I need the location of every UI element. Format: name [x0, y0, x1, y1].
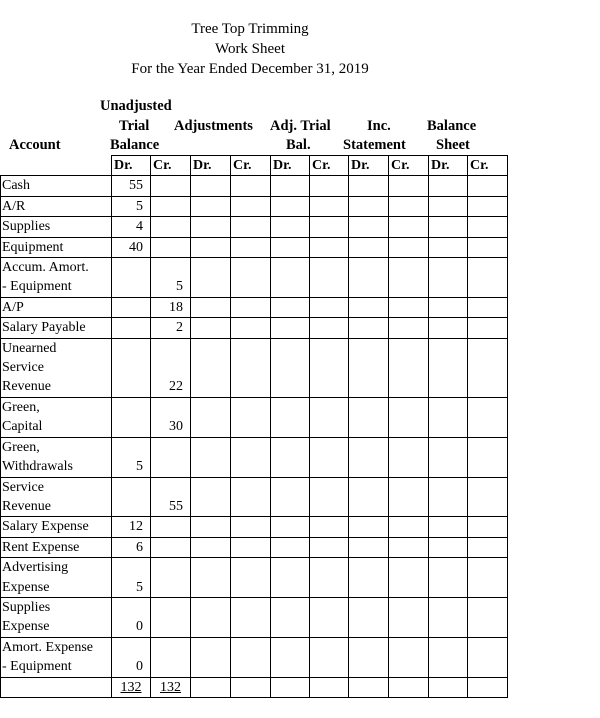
table-row	[1, 397, 508, 437]
empty-cell	[389, 217, 429, 237]
empty-cell	[310, 517, 349, 537]
totals-label-cell	[1, 677, 112, 697]
empty-cell	[231, 517, 271, 537]
empty-cell	[468, 558, 508, 598]
empty-cell	[349, 517, 389, 537]
empty-cell	[349, 176, 389, 196]
table-row	[1, 318, 508, 338]
unadjusted-cr	[151, 176, 191, 196]
account-name: Service Revenue	[1, 477, 112, 517]
empty-cell	[389, 677, 429, 697]
empty-cell	[349, 597, 389, 637]
unadjusted-dr: 5	[112, 196, 151, 216]
empty-cell	[310, 477, 349, 517]
header-inc-2: Statement	[343, 137, 406, 153]
table-row	[1, 297, 508, 317]
empty-cell	[349, 637, 389, 677]
unadjusted-cr: 2	[151, 318, 191, 338]
unadjusted-cr	[151, 437, 191, 477]
empty-cell	[468, 258, 508, 298]
empty-cell	[271, 217, 310, 237]
table-row	[1, 196, 508, 216]
empty-cell	[191, 597, 231, 637]
empty-cell	[349, 558, 389, 598]
empty-cell	[191, 677, 231, 697]
empty-cell	[389, 176, 429, 196]
empty-cell	[191, 237, 231, 257]
empty-cell	[310, 397, 349, 437]
empty-cell	[429, 397, 468, 437]
empty-cell	[349, 297, 389, 317]
empty-cell	[389, 397, 429, 437]
header-balance-1: Balance	[427, 118, 477, 134]
header-cr: Cr.	[389, 156, 429, 176]
empty-cell	[349, 196, 389, 216]
empty-cell	[231, 176, 271, 196]
empty-cell	[349, 477, 389, 517]
empty-cell	[429, 237, 468, 257]
empty-cell	[231, 196, 271, 216]
table-row	[1, 477, 508, 517]
unadjusted-cr	[151, 597, 191, 637]
table-row	[1, 597, 508, 637]
account-name: Green, Capital	[1, 397, 112, 437]
empty-cell	[468, 297, 508, 317]
unadjusted-dr	[112, 318, 151, 338]
empty-cell	[429, 637, 468, 677]
empty-cell	[389, 517, 429, 537]
empty-cell	[231, 537, 271, 557]
empty-cell	[271, 397, 310, 437]
empty-cell	[271, 318, 310, 338]
account-name: Supplies	[1, 217, 112, 237]
empty-cell	[191, 318, 231, 338]
empty-cell	[310, 217, 349, 237]
unadjusted-dr: 5	[112, 437, 151, 477]
empty-cell	[349, 217, 389, 237]
unadjusted-dr: 5	[112, 558, 151, 598]
unadjusted-dr: 55	[112, 176, 151, 196]
header-inc-1: Inc.	[367, 118, 391, 134]
empty-cell	[389, 558, 429, 598]
unadjusted-dr: 12	[112, 517, 151, 537]
empty-cell	[349, 537, 389, 557]
empty-cell	[310, 637, 349, 677]
empty-cell	[389, 597, 429, 637]
empty-cell	[191, 338, 231, 397]
header-adjustments: Adjustments	[174, 118, 253, 134]
empty-cell	[389, 537, 429, 557]
table-row	[1, 517, 508, 537]
empty-cell	[429, 677, 468, 697]
empty-cell	[310, 196, 349, 216]
table-row	[1, 258, 508, 298]
empty-cell	[191, 217, 231, 237]
empty-cell	[468, 517, 508, 537]
empty-cell	[468, 537, 508, 557]
header-cr: Cr.	[151, 156, 191, 176]
empty-cell	[468, 677, 508, 697]
unadjusted-cr: 55	[151, 477, 191, 517]
empty-cell	[310, 338, 349, 397]
empty-cell	[191, 297, 231, 317]
empty-cell	[389, 338, 429, 397]
empty-cell	[429, 558, 468, 598]
empty-cell	[271, 517, 310, 537]
worksheet-table	[0, 155, 508, 698]
unadjusted-cr	[151, 537, 191, 557]
empty-cell	[429, 297, 468, 317]
empty-cell	[468, 217, 508, 237]
empty-cell	[468, 477, 508, 517]
title-period: For the Year Ended December 31, 2019	[131, 61, 369, 77]
empty-cell	[349, 397, 389, 437]
empty-cell	[389, 237, 429, 257]
empty-cell	[231, 338, 271, 397]
account-name: A/P	[1, 297, 112, 317]
empty-cell	[231, 597, 271, 637]
empty-cell	[271, 477, 310, 517]
unadjusted-cr	[151, 217, 191, 237]
table-row	[1, 338, 508, 397]
empty-cell	[429, 437, 468, 477]
header-unadjusted-2: Trial	[119, 118, 150, 134]
header-blank-cell	[1, 156, 112, 176]
unadjusted-dr	[112, 297, 151, 317]
account-name: A/R	[1, 196, 112, 216]
header-cr: Cr.	[468, 156, 508, 176]
empty-cell	[231, 237, 271, 257]
title-company: Tree Top Trimming	[191, 21, 309, 37]
empty-cell	[389, 318, 429, 338]
empty-cell	[389, 297, 429, 317]
empty-cell	[429, 517, 468, 537]
empty-cell	[310, 237, 349, 257]
empty-cell	[191, 558, 231, 598]
account-name: Supplies Expense	[1, 597, 112, 637]
empty-cell	[389, 258, 429, 298]
empty-cell	[310, 176, 349, 196]
header-dr: Dr.	[112, 156, 151, 176]
unadjusted-dr: 0	[112, 637, 151, 677]
account-name: Accum. Amort. - Equipment	[1, 258, 112, 298]
unadjusted-cr	[151, 517, 191, 537]
empty-cell	[271, 437, 310, 477]
empty-cell	[429, 176, 468, 196]
unadjusted-cr: 30	[151, 397, 191, 437]
empty-cell	[349, 677, 389, 697]
total-dr: 132	[112, 677, 151, 697]
empty-cell	[191, 196, 231, 216]
unadjusted-dr	[112, 258, 151, 298]
empty-cell	[271, 558, 310, 598]
empty-cell	[271, 196, 310, 216]
empty-cell	[429, 537, 468, 557]
empty-cell	[231, 258, 271, 298]
empty-cell	[389, 196, 429, 216]
empty-cell	[349, 237, 389, 257]
unadjusted-dr	[112, 338, 151, 397]
account-name: Advertising Expense	[1, 558, 112, 598]
header-dr: Dr.	[429, 156, 468, 176]
unadjusted-dr: 40	[112, 237, 151, 257]
account-name: Salary Expense	[1, 517, 112, 537]
table-row	[1, 237, 508, 257]
empty-cell	[389, 477, 429, 517]
account-name: Unearned Service Revenue	[1, 338, 112, 397]
empty-cell	[310, 318, 349, 338]
unadjusted-cr	[151, 637, 191, 677]
empty-cell	[468, 176, 508, 196]
empty-cell	[310, 537, 349, 557]
empty-cell	[191, 176, 231, 196]
empty-cell	[468, 397, 508, 437]
account-name: Amort. Expense - Equipment	[1, 637, 112, 677]
unadjusted-dr	[112, 397, 151, 437]
account-name: Salary Payable	[1, 318, 112, 338]
empty-cell	[429, 477, 468, 517]
table-row	[1, 217, 508, 237]
empty-cell	[389, 437, 429, 477]
empty-cell	[349, 318, 389, 338]
worksheet-table-wrap	[0, 155, 510, 698]
empty-cell	[310, 558, 349, 598]
empty-cell	[468, 237, 508, 257]
empty-cell	[310, 597, 349, 637]
header-dr: Dr.	[271, 156, 310, 176]
empty-cell	[271, 677, 310, 697]
table-row	[1, 558, 508, 598]
unadjusted-cr	[151, 237, 191, 257]
empty-cell	[468, 597, 508, 637]
header-cr: Cr.	[231, 156, 271, 176]
empty-cell	[429, 258, 468, 298]
empty-cell	[468, 318, 508, 338]
header-dr: Dr.	[349, 156, 389, 176]
empty-cell	[429, 196, 468, 216]
empty-cell	[429, 597, 468, 637]
empty-cell	[310, 258, 349, 298]
empty-cell	[271, 537, 310, 557]
empty-cell	[271, 297, 310, 317]
account-name: Green, Withdrawals	[1, 437, 112, 477]
empty-cell	[191, 477, 231, 517]
empty-cell	[349, 437, 389, 477]
header-balance-2: Sheet	[436, 137, 470, 153]
unadjusted-cr: 5	[151, 258, 191, 298]
header-adj-trial-2: Bal.	[286, 137, 311, 153]
empty-cell	[231, 677, 271, 697]
header-unadjusted-1: Unadjusted	[100, 98, 172, 114]
header-dr: Dr.	[191, 156, 231, 176]
account-name: Cash	[1, 176, 112, 196]
unadjusted-cr: 18	[151, 297, 191, 317]
empty-cell	[231, 558, 271, 598]
empty-cell	[310, 437, 349, 477]
empty-cell	[231, 297, 271, 317]
empty-cell	[191, 517, 231, 537]
unadjusted-dr: 0	[112, 597, 151, 637]
totals-row	[1, 677, 508, 697]
empty-cell	[231, 437, 271, 477]
empty-cell	[191, 397, 231, 437]
unadjusted-dr: 6	[112, 537, 151, 557]
empty-cell	[231, 477, 271, 517]
total-cr: 132	[151, 677, 191, 697]
empty-cell	[191, 258, 231, 298]
empty-cell	[468, 196, 508, 216]
empty-cell	[429, 217, 468, 237]
unadjusted-dr	[112, 477, 151, 517]
empty-cell	[271, 597, 310, 637]
dr-cr-header-row	[1, 156, 508, 176]
header-account: Account	[9, 137, 61, 153]
empty-cell	[271, 176, 310, 196]
empty-cell	[468, 437, 508, 477]
empty-cell	[191, 537, 231, 557]
empty-cell	[389, 637, 429, 677]
empty-cell	[231, 637, 271, 677]
empty-cell	[310, 297, 349, 317]
unadjusted-cr: 22	[151, 338, 191, 397]
account-name: Equipment	[1, 237, 112, 257]
title-statement: Work Sheet	[214, 41, 286, 57]
empty-cell	[271, 258, 310, 298]
empty-cell	[231, 318, 271, 338]
header-adj-trial-1: Adj. Trial	[270, 118, 331, 134]
empty-cell	[271, 237, 310, 257]
empty-cell	[429, 338, 468, 397]
empty-cell	[349, 338, 389, 397]
table-row	[1, 637, 508, 677]
empty-cell	[271, 637, 310, 677]
empty-cell	[310, 677, 349, 697]
empty-cell	[468, 338, 508, 397]
table-row	[1, 437, 508, 477]
table-row	[1, 537, 508, 557]
empty-cell	[429, 318, 468, 338]
empty-cell	[231, 217, 271, 237]
empty-cell	[191, 637, 231, 677]
header-unadjusted-3: Balance	[110, 137, 160, 153]
empty-cell	[191, 437, 231, 477]
table-row	[1, 176, 508, 196]
empty-cell	[468, 637, 508, 677]
header-cr: Cr.	[310, 156, 349, 176]
unadjusted-dr: 4	[112, 217, 151, 237]
empty-cell	[271, 338, 310, 397]
unadjusted-cr	[151, 558, 191, 598]
unadjusted-cr	[151, 196, 191, 216]
empty-cell	[349, 258, 389, 298]
account-name: Rent Expense	[1, 537, 112, 557]
empty-cell	[231, 397, 271, 437]
